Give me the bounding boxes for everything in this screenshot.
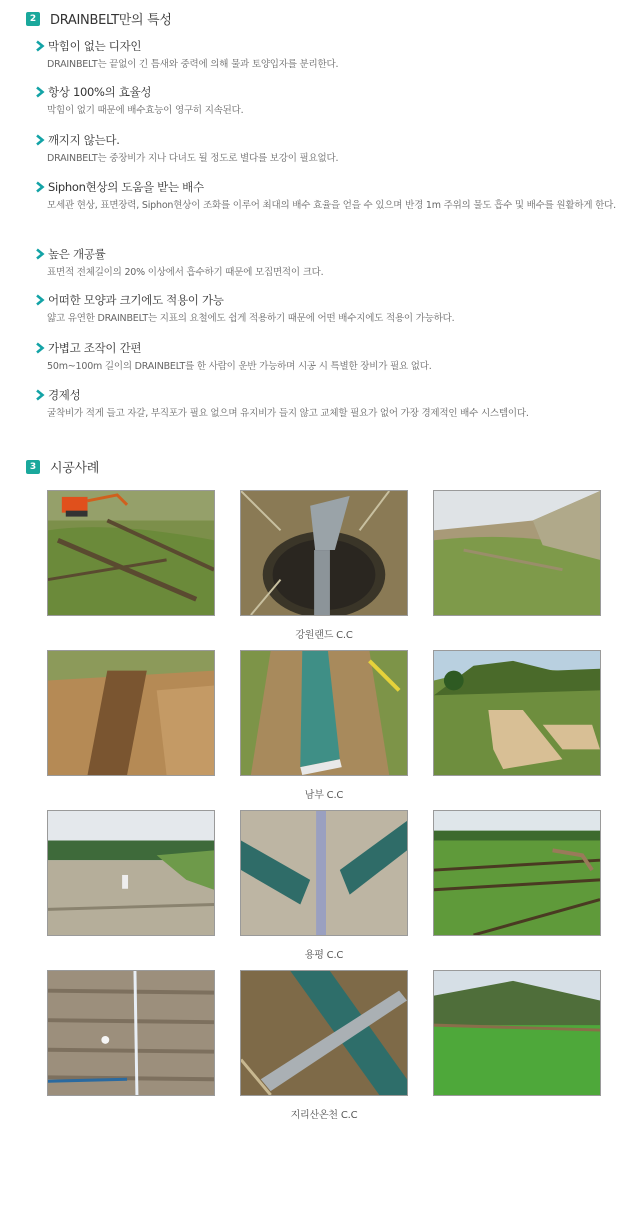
case-photo-pipe-over-belt[interactable] (240, 970, 408, 1096)
case-photo-soil-grid-lines[interactable] (47, 970, 215, 1096)
section-title: 시공사례 (50, 461, 100, 476)
case-caption: 강원랜드 C.C (295, 630, 353, 641)
chevron-right-icon (34, 181, 46, 193)
feature-item (34, 38, 624, 73)
feature-item (34, 132, 624, 167)
feature-item (34, 387, 624, 422)
feature-item (34, 84, 624, 119)
chevron-right-icon (34, 40, 46, 52)
feature-title: 가볍고 조작이 간편 (48, 341, 142, 355)
feature-title: 높은 개공률 (48, 247, 106, 261)
case-photo-dug-trench[interactable] (47, 650, 215, 776)
feature-description: 50m~100m 길이의 DRAINBELT를 한 사람이 운반 가능하며 시공 시 특별한 장비가 필요 없다. (47, 361, 432, 372)
section-number-badge: 2 (26, 12, 40, 26)
case-caption: 지리산온천 C.C (290, 1110, 358, 1121)
feature-item (34, 292, 624, 327)
case-photo-lined-fairway[interactable] (433, 810, 601, 936)
section-title: DRAINBELT만의 특성 (50, 13, 172, 28)
case-photo-golf-fairway-planks[interactable] (433, 650, 601, 776)
case-caption: 용평 C.C (304, 950, 344, 961)
feature-title: 막힘이 없는 디자인 (48, 39, 142, 53)
case-photo-drainbelt-in-trench[interactable] (240, 650, 408, 776)
feature-description: 막힘이 없기 때문에 배수효능이 영구히 지속된다. (47, 105, 244, 116)
feature-item (34, 246, 624, 281)
feature-description: 모세관 현상, 표면장력, Siphon현상이 조화를 이루어 최대의 배수 효율을 얻을 수 있으며 반경 1m 주위의 물도 흡수 및 배수를 원활하게 한다. (47, 200, 616, 211)
feature-description: 얇고 유연한 DRAINBELT는 지표의 요철에도 쉽게 적용하기 때문에 어떤 배수지에도 적용이 가능하다. (47, 313, 455, 324)
chevron-right-icon (34, 389, 46, 401)
section-number-badge: 3 (26, 460, 40, 474)
feature-title: 어떠한 모양과 크기에도 적용이 가능 (48, 293, 224, 307)
chevron-right-icon (34, 86, 46, 98)
section-heading-cases (26, 457, 99, 476)
feature-item (34, 179, 624, 214)
chevron-right-icon (34, 248, 46, 260)
feature-item (34, 340, 624, 375)
case-photo-drainbelt-cross[interactable] (240, 810, 408, 936)
feature-description: 굴착비가 적게 들고 자갈, 부직포가 필요 없으며 유지비가 들지 않고 교체할 필요가 없어 가장 경제적인 배수 시스템이다. (47, 408, 529, 419)
case-photo-excavator-trench[interactable] (47, 490, 215, 616)
feature-description: 표면적 전체길이의 20% 이상에서 흡수하기 때문에 모집면적이 크다. (47, 267, 324, 278)
feature-description: DRAINBELT는 끝없이 긴 틈새와 중력에 의해 물과 토양입자를 분리한다. (47, 59, 339, 70)
feature-title: 깨지지 않는다. (48, 133, 120, 147)
feature-title: 경제성 (48, 388, 81, 402)
case-photo-drain-pipe-pit[interactable] (240, 490, 408, 616)
case-caption: 남부 C.C (304, 790, 344, 801)
case-photo-hillside-slope[interactable] (433, 490, 601, 616)
section-heading-features (26, 9, 172, 28)
chevron-right-icon (34, 342, 46, 354)
feature-description: DRAINBELT는 중장비가 지나 다녀도 될 정도로 별다를 보강이 필요없다. (47, 153, 339, 164)
case-photo-graded-field[interactable] (47, 810, 215, 936)
case-photo-finished-green[interactable] (433, 970, 601, 1096)
feature-title: 항상 100%의 효율성 (48, 85, 152, 99)
chevron-right-icon (34, 294, 46, 306)
chevron-right-icon (34, 134, 46, 146)
feature-title: Siphon현상의 도움을 받는 배수 (48, 180, 204, 194)
